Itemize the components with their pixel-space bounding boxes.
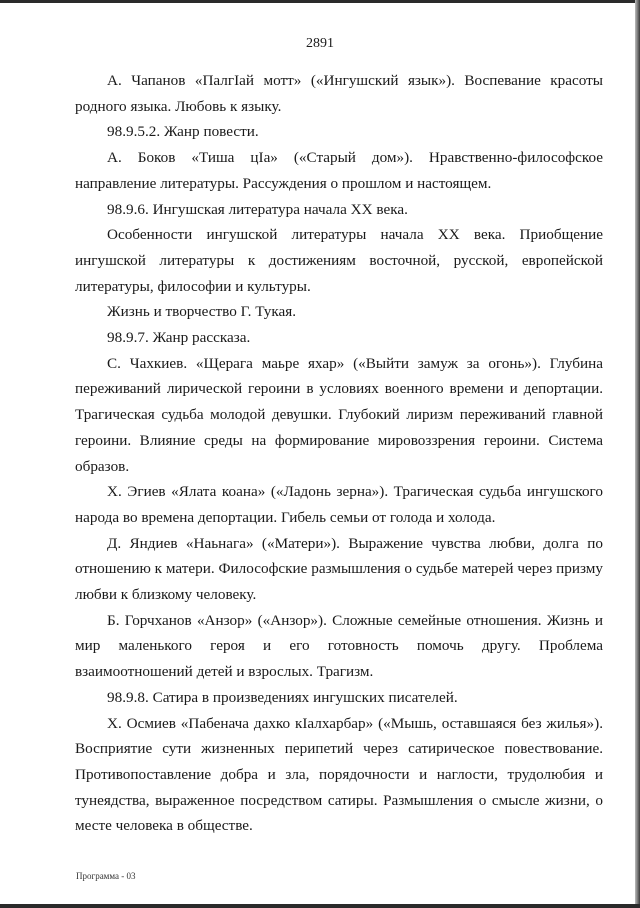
paragraph-features-20th-century: Особенности ингушской литературы начала XX века. Приобщение ингушской литературы к достижениям восточной, русской, европейской литературы, философии и культуры. <box>75 226 603 295</box>
heading-satire: 98.9.8. Сатира в произведениях ингушских писателей. <box>107 688 458 706</box>
paragraph-bokov: А. Боков «Тиша цIа» («Старый дом»). Нравственно-философское направление литературы. Рассуждения о прошлом и настоящем. <box>75 149 603 192</box>
paragraph-tukay: Жизнь и творчество Г. Тукая. <box>107 303 297 321</box>
paragraph-gorchkhanov: Б. Горчханов «Анзор» («Анзор»). Сложные семейные отношения. Жизнь и мир маленького героя и его готовность помочь другу. Проблема взаимоотношений детей и взрослых. Трагизм. <box>75 611 603 681</box>
document-body <box>75 68 603 839</box>
paragraph-yandiev: Д. Яндиев «Наьнага» («Матери»). Выражение чувства любви, долга по отношению к матери. Философские размышления о судьбе матерей через призму любви к близкому человеку. <box>75 534 603 604</box>
paragraph-chapanov: А. Чапанов «ПалгIай мотт» («Ингушский язык»). Воспевание красоты родного языка. Любовь к языку. <box>75 72 603 115</box>
scan-edge-right <box>635 0 640 908</box>
scan-edge-top <box>0 0 640 3</box>
page-number: 2891 <box>306 36 334 51</box>
paragraph-chakhkiev: С. Чахкиев. «Щерага маьре яхар» («Выйти замуж за огонь»). Глубина переживаний лирической героини в условиях военного времени и депортации. Трагическая судьба молодой девушки. Глубокий лиризм переживаний главной героини. Влияние среды на формирование мировоззрения героини. Система образов. <box>75 354 603 475</box>
heading-rasskaz: 98.9.7. Жанр рассказа. <box>107 329 251 347</box>
heading-early-20th-century: 98.9.6. Ингушская литература начала XX века. <box>107 200 408 218</box>
scan-edge-bottom <box>0 904 640 908</box>
paragraph-egiev: Х. Эгиев «Ялата коана» («Ладонь зерна»). Трагическая судьба ингушского народа во времена депортации. Гибель семьи от голода и холода. <box>75 483 603 526</box>
heading-povest: 98.9.5.2. Жанр повести. <box>107 123 259 141</box>
paragraph-osmiev: Х. Осмиев «Пабенача дахко кIалхарбар» («Мышь, оставшаяся без жилья»). Восприятие сути жизненных перипетий через сатирическое повествование. Противопоставление добра и зла, порядочности и наглости, трудолюбия и тунеядства, выраженное посредством сатиры. Размышления о смысле жизни, о месте человека в обществе. <box>75 714 603 835</box>
footer-program-label: Программа - 03 <box>76 871 136 881</box>
